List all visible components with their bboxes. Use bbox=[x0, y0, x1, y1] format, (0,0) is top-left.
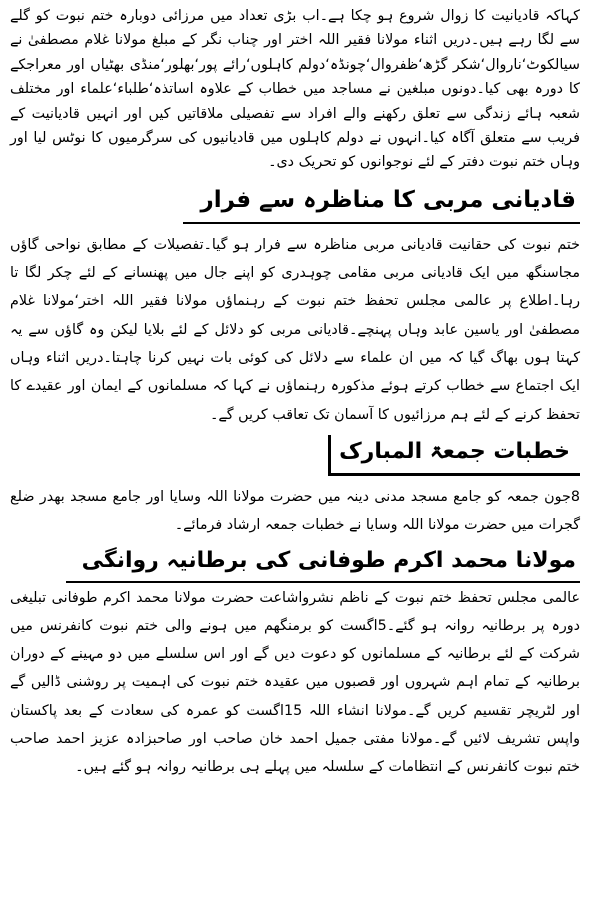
uk-departure-paragraph: عالمی مجلس تحفظ ختم نبوت کے ناظم نشرواشاعت حضرت مولانا محمد اکرم طوفانی تبلیغی دورہ پر برطانیہ روانہ ہو گئے۔5اگست کو برمنگھم میں ہونے والی ختم نبوت کانفرنس میں شرکت کے لئے برطانیہ کے مسلمانوں کو دعوت دیں گے اور اس سلسلے میں دو مہینے کے دوران برطانیہ کے تمام اہم شہروں اور قصبوں میں عقیدہ ختم نبوت کی اہمیت پر روشنی ڈالیں گے اور لٹریچر تقسیم کریں گے۔مولانا انشاء اللہ 15اگست کو عمرہ کی سعادت کے بعد پاکستان واپس تشریف لائیں گے۔مولانا مفتی جمیل احمد خان صاحب اور صاحبزادہ عزیز احمد صاحب ختم نبوت کانفرنس کے انتظامات کے سلسلہ میں پہلے ہی برطانیہ روانہ ہو گئے ہیں۔ bbox=[10, 589, 580, 776]
debate-paragraph: ختم نبوت کی حقانیت قادیانی مربی مناظرہ سے فرار ہو گیا۔تفصیلات کے مطابق نواحی گاؤں مجاسنگھ میں ایک قادیانی مربی مقامی چوہدری کو اپنے جال میں پھنسانے کے لئے چکر لگا تا رہا۔اطلاع پر عالمی مجلس تحفظ ختم نبوت کے رہنماؤں مولانا فقیر اللہ اختر‘مولانا غلام مصطفیٰ اور یاسین عابد وہاں پہنچے۔قادیانی مربی کو دلائل کے لئے بلایا لیکن وہ گاؤں سے یہ کہتا ہوں بھاگ گیا کہ میں ان علماء سے دلائل کی کوئی بات نہیں کرنا چاہتا۔دریں اثناء وہاں ایک اجتماع سے خطاب کرتے ہوئے مذکورہ رہنماؤں نے کہا کہ مسلمانوں کے ایمان اور عقیدے کا تحفظ کرنے کے لئے ہم مرزائیوں کا آسمان تک تعاقب کریں گے۔ bbox=[10, 236, 580, 423]
intro-paragraph: کہاکہ قادیانیت کا زوال شروع ہو چکا ہے۔اب بڑی تعداد میں مرزائی دوبارہ ختم نبوت کو گلے سے لگا رہے ہیں۔دریں اثناء مولانا فقیر اللہ اختر اور چناب نگر کے مبلغ مولانا غلام مصطفیٰ نے سیالکوٹ‘ناروال‘شکر گڑھ‘ظفروال‘چونڈہ‘دولم کاہلوں‘رائے پور‘بھلور‘منڈی بھٹیاں اور معراجکے کا دورہ بھی کیا۔دونوں مبلغین نے مساجد میں خطاب کے علاوہ اساتذہ‘طلباء‘علماء اور مختلف شعبہ ہائے زندگی سے تعلق رکھنے والے افراد سے تفصیلی ملاقاتیں کیں اور انہیں قادیانیت کے فریب سے متعلق آگاہ کیا۔انہوں نے دولم کاہلوں میں قادیانیوں کی سرگرمیوں کا نوٹس لیا اور وہاں ختم نبوت دفتر کے لئے نوجوانوں کو تحریک دی۔ bbox=[10, 8, 580, 171]
section-heading-block bbox=[10, 435, 580, 479]
section-heading-block bbox=[10, 181, 580, 231]
friday-sermons-paragraph: 8جون جمعہ کو جامع مسجد مدنی دینہ میں حضرت مولانا اللہ وسایا اور جامع مسجد بھدر ضلع گجرات میں حضرت مولانا اللہ وسایا نے خطبات جمعہ ارشاد فرمائے۔ bbox=[10, 488, 580, 534]
section-heading-friday-sermons: خطبات جمعۃ المبارک bbox=[328, 435, 580, 476]
section-heading-uk-departure: مولانا محمد اکرم طوفانی کی برطانیہ روانگی bbox=[66, 544, 580, 583]
section-heading-qadiani-debate: قادیانی مربی کا مناظرہ سے فرار bbox=[183, 181, 580, 224]
section-heading-block bbox=[10, 544, 580, 584]
